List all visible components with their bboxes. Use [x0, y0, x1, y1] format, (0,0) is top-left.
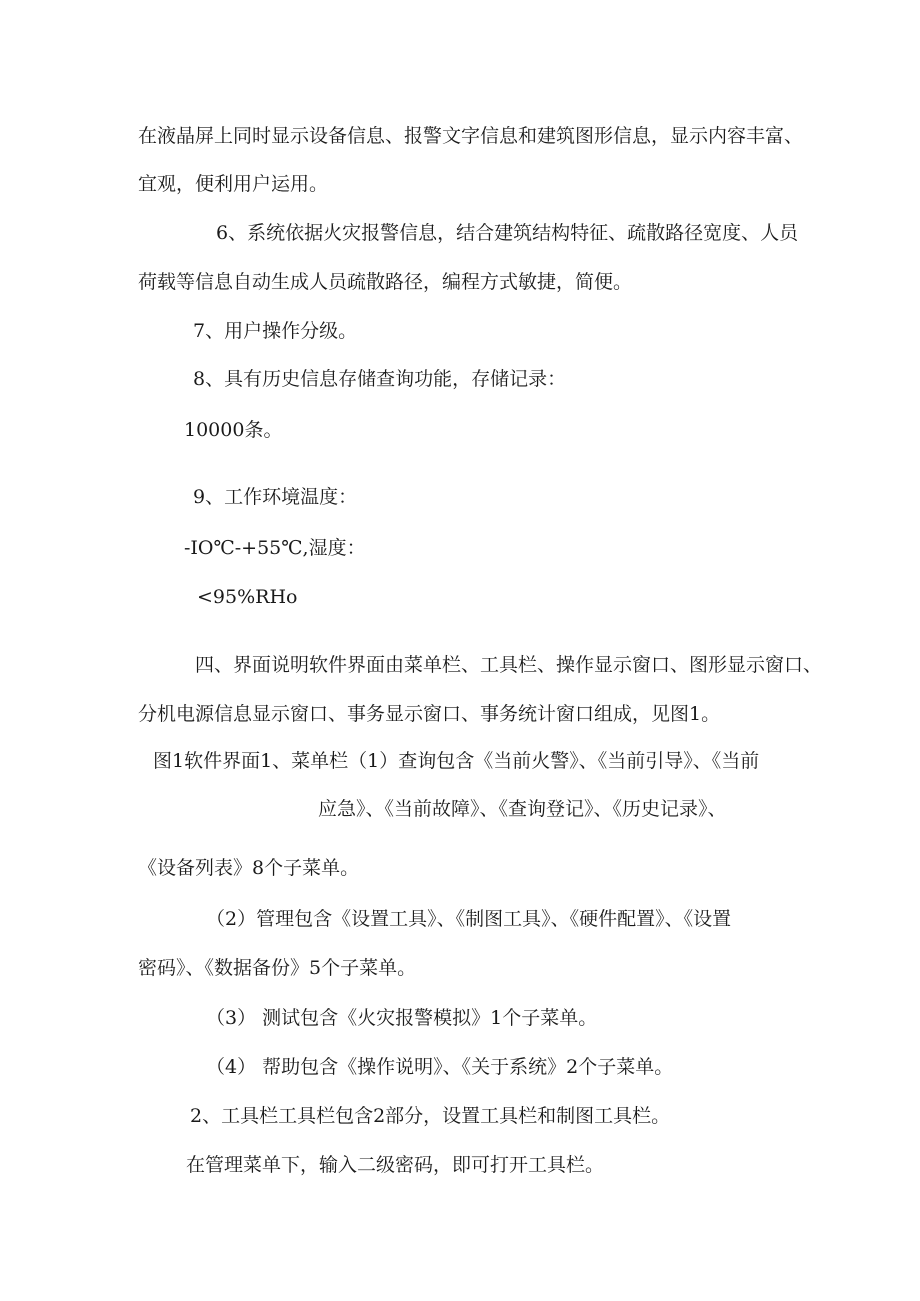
- paragraph-line: （2）管理包含《设置工具》、《制图工具》、《硬件配置》、《设置: [206, 908, 732, 930]
- paragraph-line: 7、用户操作分级。: [193, 320, 358, 342]
- paragraph-line: -IO℃-+55℃,湿度：: [184, 537, 366, 559]
- paragraph-line: 《设备列表》8个子菜单。: [138, 857, 360, 879]
- paragraph-line: 分机电源信息显示窗口、事务显示窗口、事务统计窗口组成，见图1。: [138, 703, 721, 725]
- paragraph-line: 四、界面说明软件界面由菜单栏、工具栏、操作显示窗口、图形显示窗口、: [195, 654, 823, 676]
- paragraph-line: 10000条。: [184, 419, 283, 441]
- paragraph-line: 图1软件界面1、菜单栏（1）查询包含《当前火警》、《当前引导》、《当前: [153, 750, 760, 772]
- paragraph-line: 荷载等信息自动生成人员疏散路径，编程方式敏捷，简便。: [138, 271, 633, 293]
- paragraph-line: 应急》、《当前故障》、《查询登记》、《历史记录》、: [318, 798, 727, 820]
- paragraph-line: 8、具有历史信息存储查询功能，存储记录：: [193, 368, 567, 390]
- paragraph-line: （4） 帮助包含《操作说明》、《关于系统》2个子菜单。: [206, 1056, 674, 1078]
- paragraph-line: 密码》、《数据备份》5个子菜单。: [138, 957, 417, 979]
- paragraph-line: （3） 测试包含《火灾报警模拟》1个子菜单。: [206, 1007, 598, 1029]
- paragraph-line: 6、系统依据火灾报警信息，结合建筑结构特征、疏散路径宽度、人员: [216, 222, 799, 244]
- paragraph-line: 在管理菜单下，输入二级密码，即可打开工具栏。: [186, 1154, 605, 1176]
- paragraph-line: 在液晶屏上同时显示设备信息、报警文字信息和建筑图形信息，显示内容丰富、: [138, 125, 804, 147]
- paragraph-line: 宜观，便利用户运用。: [138, 173, 329, 195]
- paragraph-line: <95%RHo: [197, 586, 298, 608]
- paragraph-line: 2、工具栏工具栏包含2部分，设置工具栏和制图工具栏。: [190, 1105, 671, 1127]
- paragraph-line: 9、工作环境温度：: [193, 486, 358, 508]
